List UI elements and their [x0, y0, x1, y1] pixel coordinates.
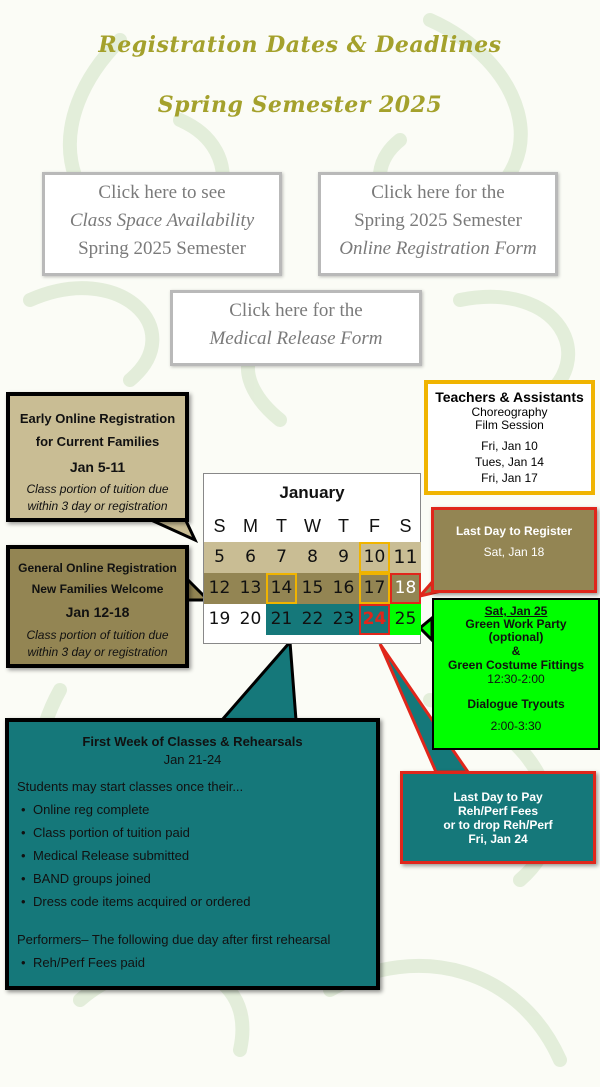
- green-party-time2: 2:00-3:30: [490, 719, 542, 733]
- early-reg-dates: Jan 5-11: [69, 459, 126, 475]
- general-reg-note1: Class portion of tuition due: [26, 628, 169, 642]
- teachers-title: Teachers & Assistants: [435, 389, 584, 405]
- first-week-callout: [5, 718, 380, 990]
- general-reg-dates: Jan 12-18: [65, 604, 130, 620]
- dow-wed: W: [304, 516, 321, 536]
- early-reg-note2: within 3 day or registration: [27, 499, 168, 513]
- link-text-line2: Spring 2025 Semester: [354, 210, 522, 231]
- last-day-register-callout: [431, 507, 597, 593]
- link-text-line2: Medical Release Form: [209, 328, 383, 349]
- dow-sun: S: [213, 516, 226, 536]
- link-text-line1: Click here to see: [98, 182, 226, 203]
- calendar-day: 12: [204, 573, 235, 604]
- calendar-day: 9: [328, 542, 359, 573]
- calendar-day: 11: [390, 542, 421, 573]
- green-party-line2: (optional): [488, 630, 544, 644]
- teachers-date3: Fri, Jan 17: [481, 471, 538, 485]
- general-registration-callout: [6, 545, 189, 668]
- calendar-day: 19: [204, 604, 235, 635]
- green-party-tail: [420, 618, 432, 640]
- calendar-day: 15: [297, 573, 328, 604]
- last-register-date: Sat, Jan 18: [483, 545, 545, 559]
- general-reg-line2: New Families Welcome: [31, 582, 164, 596]
- teachers-sub1: Choreography: [471, 405, 548, 419]
- calendar-day: 8: [297, 542, 328, 573]
- early-reg-line2: for Current Families: [35, 434, 160, 449]
- teachers-date1: Fri, Jan 10: [481, 439, 538, 453]
- list-item: • Online reg complete: [17, 798, 368, 821]
- dow-fri: F: [369, 516, 380, 536]
- dow-thu: T: [338, 516, 349, 536]
- calendar-month-title: January: [279, 483, 345, 502]
- teachers-assistants-callout: [424, 380, 595, 495]
- dow-sat: S: [399, 516, 412, 536]
- calendar-day: 20: [235, 604, 266, 635]
- link-text-line3: Online Registration Form: [339, 238, 537, 259]
- list-item: • BAND groups joined: [17, 867, 368, 890]
- calendar-day-highlighted: 17: [359, 573, 390, 604]
- calendar-day: 5: [204, 542, 235, 573]
- first-week-tail: [222, 642, 296, 720]
- list-item: • Medical Release submitted: [17, 844, 368, 867]
- calendar-day: 6: [235, 542, 266, 573]
- dow-mon: M: [243, 516, 258, 536]
- calendar-day: 21: [266, 604, 297, 635]
- green-party-line4: Dialogue Tryouts: [467, 697, 565, 711]
- list-item: • Class portion of tuition paid: [17, 821, 368, 844]
- link-text-line1: Click here for the: [371, 182, 505, 203]
- last-pay-line1: Last Day to Pay: [453, 790, 543, 804]
- first-week-dates: Jan 21-24: [163, 752, 222, 767]
- general-reg-note2: within 3 day or registration: [27, 645, 168, 659]
- page-title: Registration Dates & Deadlines: [98, 32, 502, 58]
- link-text-line2: Class Space Availability: [69, 210, 255, 231]
- calendar-day-deadline: 24: [359, 604, 390, 635]
- early-reg-note1: Class portion of tuition due: [26, 482, 169, 496]
- early-registration-callout: [6, 392, 189, 522]
- green-party-amp: &: [511, 644, 521, 658]
- first-week-performers: Performers– The following due day after first rehearsal: [17, 932, 331, 947]
- page-subtitle: Spring Semester 2025: [157, 92, 443, 118]
- green-work-party-callout: [432, 598, 600, 750]
- first-week-intro: Students may start classes once their...: [17, 779, 244, 794]
- january-calendar: [203, 473, 421, 644]
- link-text-line3: Spring 2025 Semester: [78, 238, 246, 259]
- green-party-date: Sat, Jan 25: [484, 604, 548, 618]
- last-pay-line3: or to drop Reh/Perf: [443, 818, 553, 832]
- calendar-day-deadline: 18: [390, 573, 421, 604]
- green-party-time1: 12:30-2:00: [487, 672, 545, 686]
- first-week-title: First Week of Classes & Rehearsals: [82, 734, 303, 749]
- calendar-day: 13: [235, 573, 266, 604]
- calendar-day-highlighted: 14: [266, 573, 297, 604]
- link-text-line1: Click here for the: [229, 300, 363, 321]
- teachers-date2: Tues, Jan 14: [475, 455, 544, 469]
- calendar-day: 23: [328, 604, 359, 635]
- calendar-day-event: 25: [390, 604, 421, 635]
- calendar-day: 22: [297, 604, 328, 635]
- list-item: • Dress code items acquired or ordered: [17, 890, 368, 913]
- early-reg-line1: Early Online Registration: [19, 411, 176, 426]
- green-party-line3: Green Costume Fittings: [447, 658, 584, 672]
- dow-tue: T: [276, 516, 287, 536]
- last-register-title: Last Day to Register: [455, 524, 573, 538]
- list-item: • Reh/Perf Fees paid: [17, 951, 368, 975]
- last-pay-date: Fri, Jan 24: [468, 832, 528, 846]
- green-party-line1: Green Work Party: [465, 617, 567, 631]
- calendar-day: 16: [328, 573, 359, 604]
- general-reg-line1: General Online Registration: [18, 561, 177, 575]
- last-day-pay-callout: [400, 771, 596, 864]
- teachers-sub2: Film Session: [475, 418, 544, 432]
- calendar-day-highlighted: 10: [359, 542, 390, 573]
- last-pay-line2: Reh/Perf Fees: [457, 804, 539, 818]
- calendar-day: 7: [266, 542, 297, 573]
